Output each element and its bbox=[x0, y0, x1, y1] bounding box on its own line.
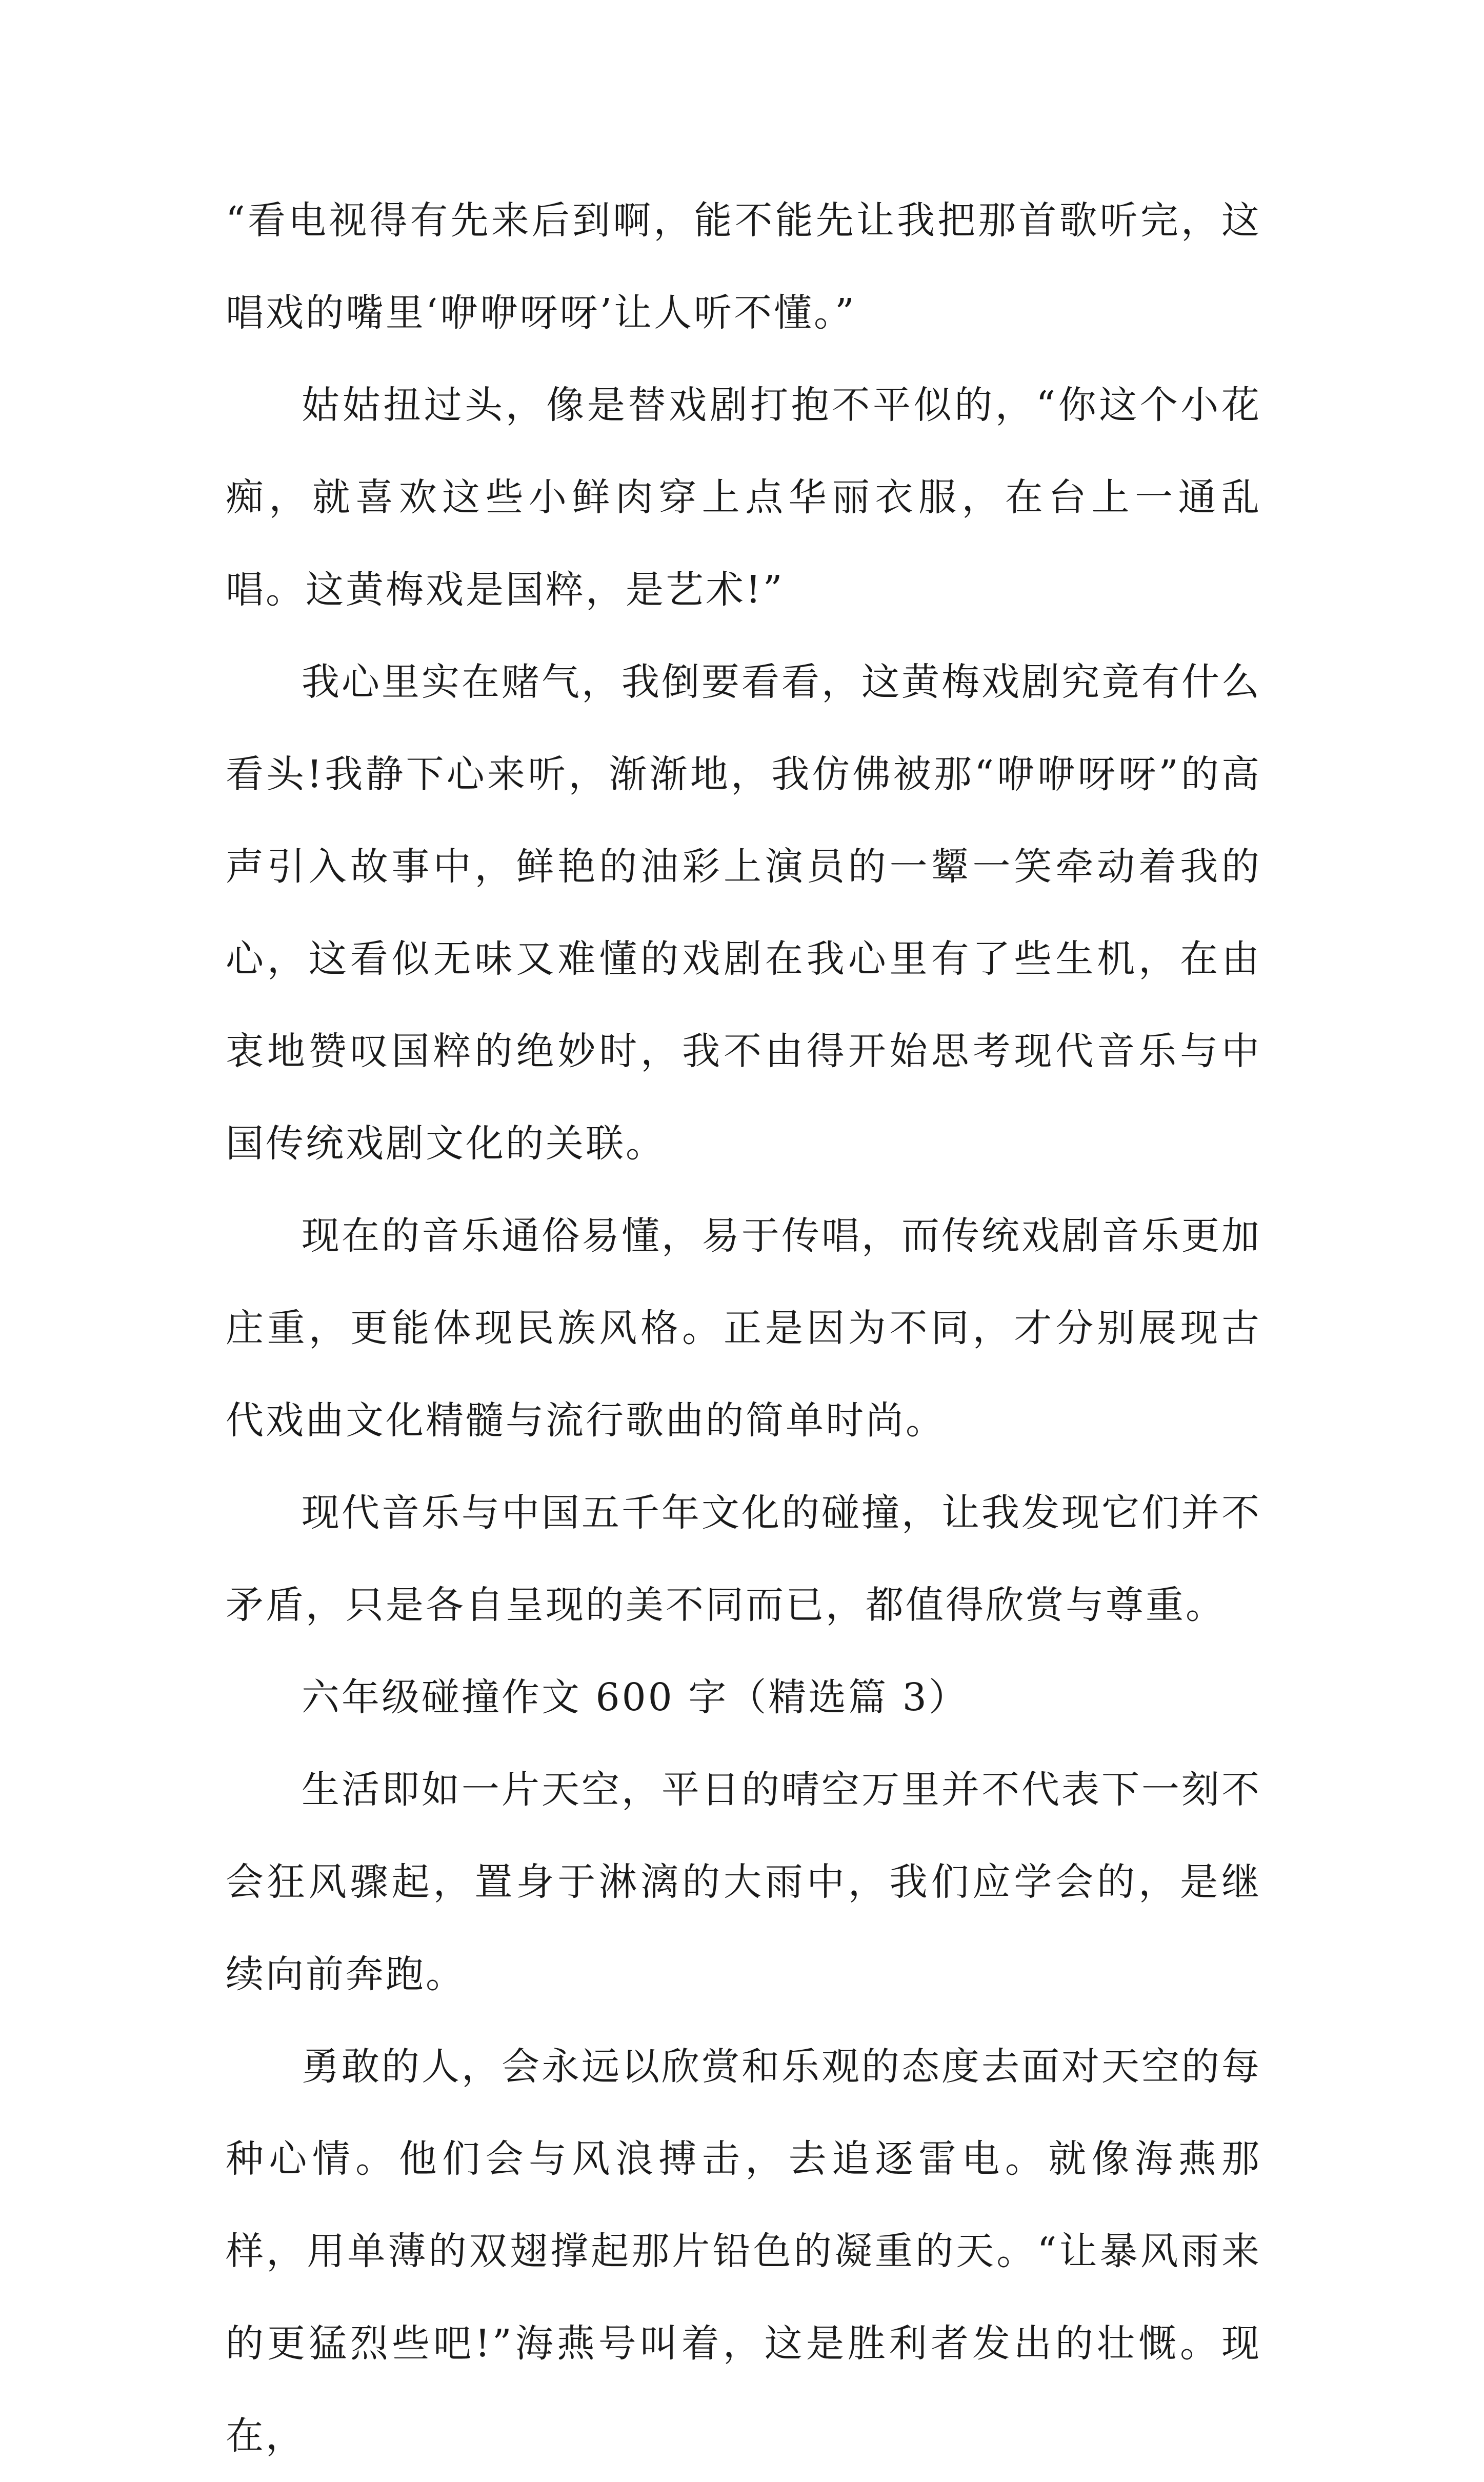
paragraph-dialogue-continuation: “看电视得有先来后到啊，能不能先让我把那首歌听完，这唱戏的嘴里‘咿咿呀呀’让人听不懂。” bbox=[226, 198, 1261, 335]
section-heading: 六年级碰撞作文 600 字（精选篇 3） bbox=[302, 1675, 969, 1719]
paragraph-listening: 我心里实在赌气，我倒要看看，这黄梅戏剧究竟有什么看头!我静下心来听，渐渐地，我仿佛被那“咿咿呀呀”的高声引入故事中，鲜艳的油彩上演员的一颦一笑牵动着我的心，这看似无味又难懂的戏剧在我心里有了些生机，在由衷地赞叹国粹的绝妙时，我不由得开始思考现代音乐与中国传统戏剧文化的关联。 bbox=[226, 660, 1261, 1166]
body-text bbox=[226, 174, 1261, 2482]
paragraph-music-comparison: 现在的音乐通俗易懂，易于传唱，而传统戏剧音乐更加庄重，更能体现民族风格。正是因为不同，才分别展现古代戏曲文化精髓与流行歌曲的简单时尚。 bbox=[226, 1214, 1261, 1443]
paragraph-brave-people: 勇敢的人，会永远以欣赏和乐观的态度去面对天空的每种心情。他们会与风浪搏击，去追逐雷电。就像海燕那样，用单薄的双翅撑起那片铅色的凝重的天。“让暴风雨来的更猛烈些吧!”海燕号叫着，这是胜利者发出的壮慨。现在， bbox=[226, 2045, 1261, 2458]
paragraph-aunt-reply: 姑姑扭过头，像是替戏剧打抱不平似的，“你这个小花痴，就喜欢这些小鲜肉穿上点华丽衣服，在台上一通乱唱。这黄梅戏是国粹，是艺术!” bbox=[226, 383, 1261, 612]
paragraph-life-sky: 生活即如一片天空，平日的晴空万里并不代表下一刻不会狂风骤起，置身于淋漓的大雨中，我们应学会的，是继续向前奔跑。 bbox=[226, 1768, 1261, 1996]
paragraph-conclusion: 现代音乐与中国五千年文化的碰撞，让我发现它们并不矛盾，只是各自呈现的美不同而已，都值得欣赏与尊重。 bbox=[226, 1491, 1261, 1627]
